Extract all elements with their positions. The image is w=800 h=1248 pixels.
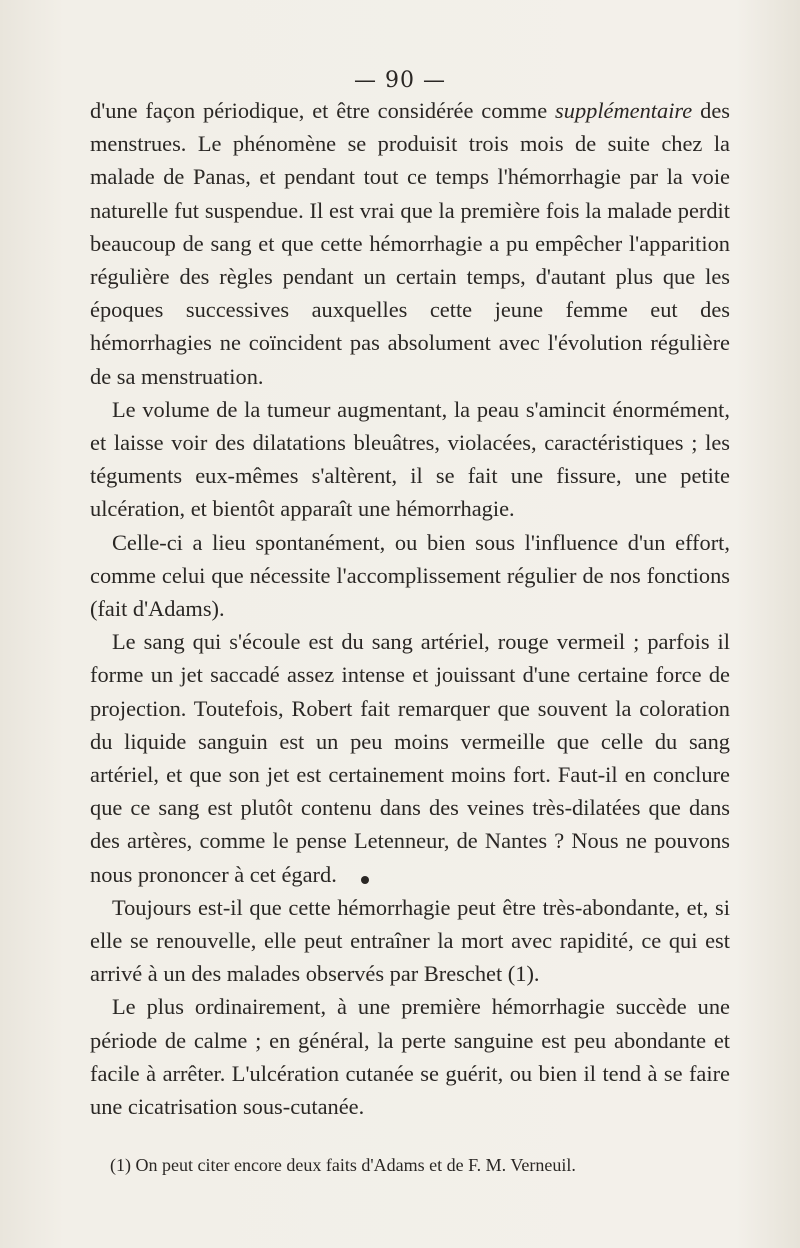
footnote: (1) On peut citer encore deux faits d'Adams et de F. M. Verneuil.: [110, 1155, 576, 1175]
ink-blot: [361, 876, 369, 884]
paragraph-6: Le plus ordinairement, à une première hémorrhagie succède une période de calme ; en général, la perte sanguine est peu abondante et facile à arrêter. L'ulcération cutanée se guérit, ou bien il tend à se faire une cicatrisation sous-cutanée.: [90, 994, 730, 1120]
body-text: [90, 94, 730, 1123]
paragraph-1-text-b: des menstrues. Le phénomène se produisit trois mois de suite chez la malade de Panas, et pendant tout ce temps l'hémorrhagie par la voie naturelle fut suspendue. Il est vrai que la première fois la malade perdit beaucoup de sang et que cette hémorrhagie a pu empêcher l'apparition régulière des règles pendant un certain temps, d'autant plus que les époques successives auxquelles cette jeune femme eut des hémorrhagies ne coïncident pas absolument avec l'évolution régulière de sa menstruation.: [90, 98, 730, 389]
italic-term: supplémentaire: [555, 98, 693, 123]
paragraph-1: [90, 94, 730, 393]
paragraph-4: [90, 625, 730, 891]
page-number: — 90 —: [354, 68, 446, 93]
paragraph-4-text: Le sang qui s'écoule est du sang artériel, rouge vermeil ; parfois il forme un jet saccadé assez intense et jouissant d'une certaine force de projection. Toutefois, Robert fait remarquer que souvent la coloration du liquide sanguin est un peu moins vermeille que celle du sang artériel, et que son jet est certainement moins fort. Faut-il en conclure que ce sang est plutôt contenu dans des veines très-dilatées que dans des artères, comme le pense Letenneur, de Nantes ? Nous ne pouvons nous prononcer à cet égard.: [90, 629, 730, 887]
paragraph-1-text-a: d'une façon périodique, et être considérée comme: [90, 98, 556, 123]
paragraph-2: Le volume de la tumeur augmentant, la peau s'amincit énormément, et laisse voir des dilatations bleuâtres, violacées, caractéristiques ; les téguments eux-mêmes s'altèrent, il se fait une fissure, une petite ulcération, et bientôt apparaît une hémorrhagie.: [90, 396, 730, 522]
paragraph-3: Celle-ci a lieu spontanément, ou bien sous l'influence d'un effort, comme celui que nécessite l'accomplissement régulier de nos fonctions (fait d'Adams).: [90, 529, 730, 622]
paragraph-5: Toujours est-il que cette hémorrhagie peut être très-abondante, et, si elle se renouvelle, elle peut entraîner la mort avec rapidité, ce qui est arrivé à un des malades observés par Breschet (1).: [90, 894, 730, 987]
